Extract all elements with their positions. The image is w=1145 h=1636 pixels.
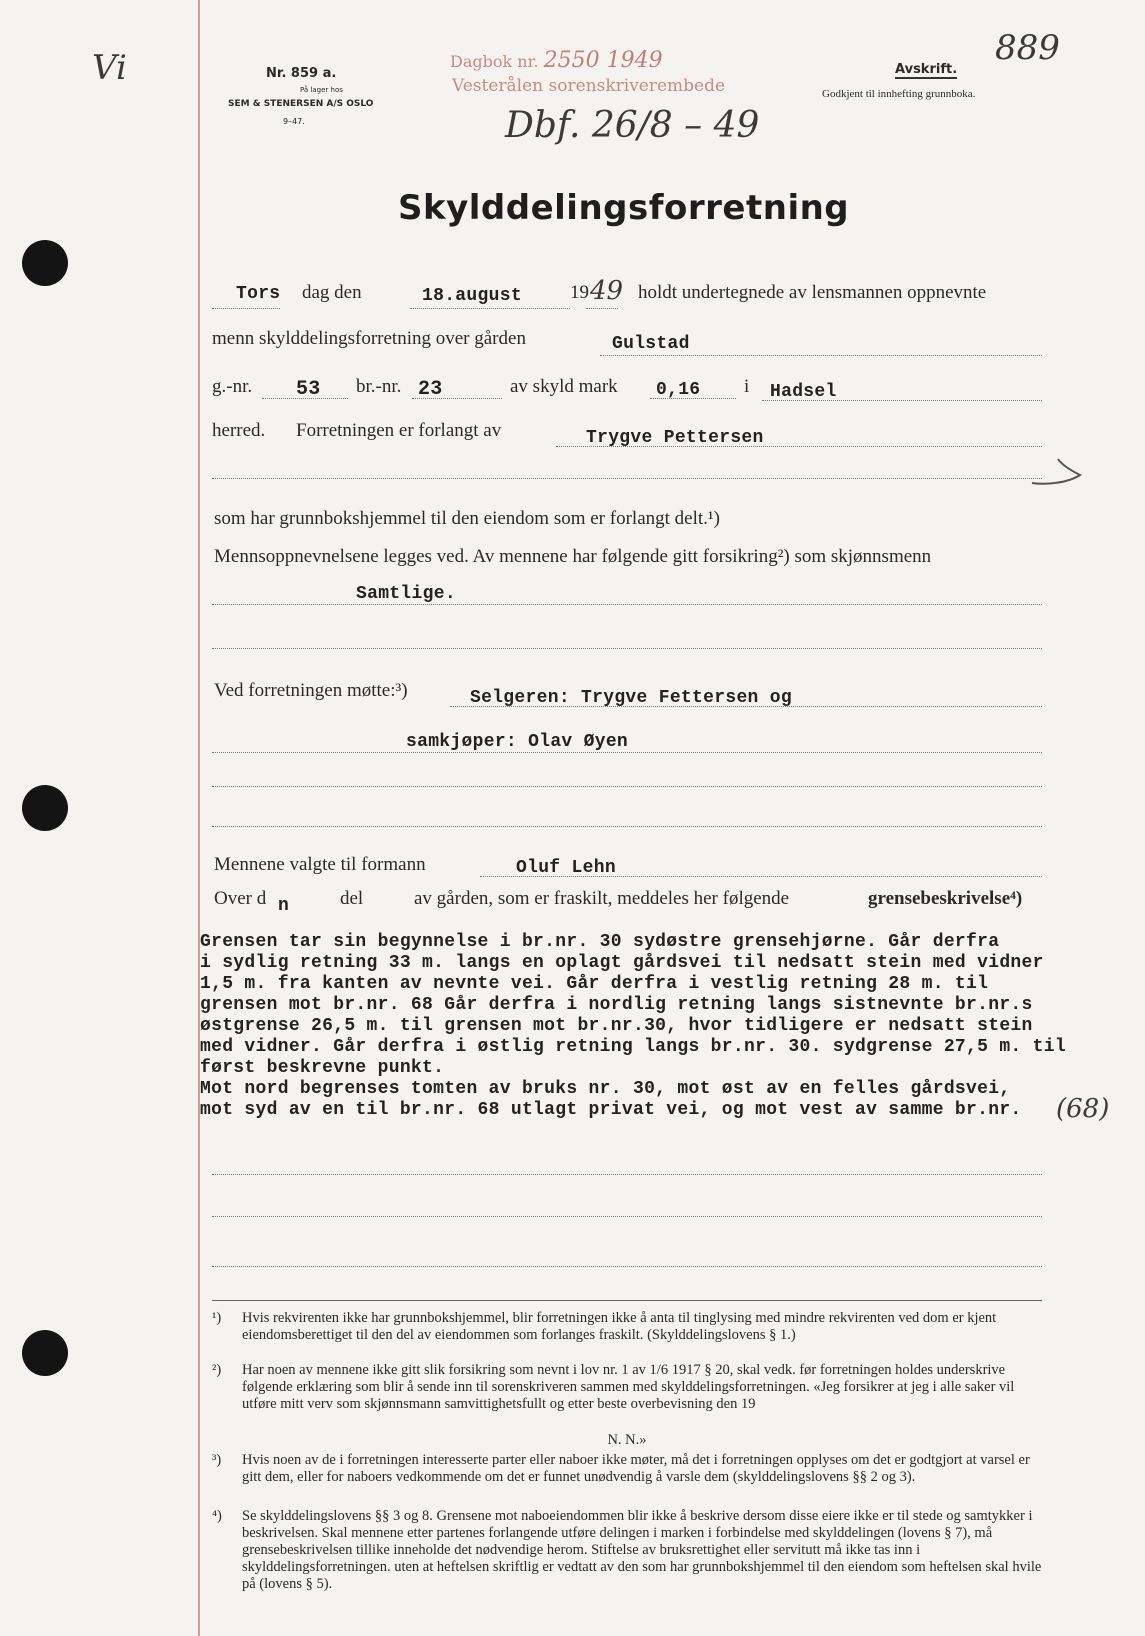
journal-stamp [450, 48, 663, 73]
punch-hole [22, 240, 68, 286]
footnote-text: Hvis rekvirenten ikke har grunnbokshjemmel, blir forretningen ikke å anta til tinglysing med mindre rekvirenten ved dom er kjent eiendomsberettiget til den del av eiendommen som forlanges fraskilt. (Skylddelingslovens § 1.) [242, 1310, 997, 1343]
label-grunnbok: som har grunnbokshjemmel til den eiendom som er forlangt delt.¹) [214, 508, 720, 529]
label-motte: Ved forretningen møtte:³) [214, 680, 408, 701]
footnote [212, 1432, 1042, 1449]
requester-value: Trygve Pettersen [586, 428, 764, 448]
margin-note: (68) [1056, 1094, 1110, 1124]
label-fraskilt: av gården, som er fraskilt, meddeles her følgende [414, 888, 790, 909]
label-menns: Mennsoppnevnelsene legges ved. Av mennene har følgende gitt forsikring²) som skjønnsmenn [214, 546, 932, 567]
publisher-small: På lager hos [300, 86, 343, 94]
document-title: Skylddelingsforretning [398, 188, 850, 228]
description-line: først beskrevne punkt. [200, 1058, 445, 1078]
avskrift-note: Godkjent til innhefting grunnboka. [822, 88, 976, 100]
footnote [212, 1310, 1042, 1344]
label-formann: Mennene valgte til formann [214, 854, 426, 875]
label-brnr: br.-nr. [356, 376, 402, 397]
description-line: 1,5 m. fra kanten av nevnte vei. Går derfra i vestlig retning 28 m. til [200, 974, 989, 994]
label-skyld: av skyld mark [510, 376, 618, 397]
punch-hole [22, 1330, 68, 1376]
label-holdt: holdt undertegnede av lensmannen oppnevnte [638, 282, 987, 303]
footnote [212, 1362, 1042, 1413]
stamp-value: 2550 1949 [543, 48, 663, 73]
description-line: Grensen tar sin begynnelse i br.nr. 30 sydøstre grensehjørne. Går derfra [200, 932, 1000, 952]
footnote-mark: ¹) [212, 1310, 222, 1326]
year-value: 49 [590, 276, 624, 306]
label-forlangt: Forretningen er forlangt av [296, 420, 502, 441]
page-number: 889 [995, 28, 1060, 68]
footnote-mark: ³) [212, 1452, 222, 1468]
footnote [212, 1508, 1042, 1593]
punch-hole [22, 785, 68, 831]
label-dag-den: dag den [302, 282, 362, 303]
description-line: østgrense 26,5 m. til grensen mot br.nr.30, hvor tidligere er nedsatt stein [200, 1016, 1033, 1036]
motte-line2: samkjøper: Olav Øyen [406, 732, 629, 752]
samtlige-value: Samtlige. [356, 584, 456, 604]
label-grense: grensebeskrivelse⁴) [868, 888, 1023, 909]
corner-scribble: Vi [92, 48, 127, 88]
over-value: n [278, 896, 290, 916]
date-value: 18.august [422, 286, 522, 306]
pen-scribble [1028, 455, 1086, 489]
formann-value: Oluf Lehn [516, 858, 616, 878]
label-herred: herred. [212, 420, 266, 441]
description-line: i sydlig retning 33 m. langs en oplagt gårdsvei til nedsatt stein med vidner [200, 953, 1044, 973]
court-stamp: Vesterålen sorenskriverembede [452, 76, 726, 96]
print-date: 9–47. [283, 117, 305, 126]
description-line: mot syd av en til br.nr. 68 utlagt privat vei, og mot vest av samme br.nr. [200, 1100, 1022, 1120]
footnote-text: Se skylddelingslovens §§ 3 og 8. Grensene mot naboeiendommen blir ikke å beskrive dersom disse eiere ikke er til stede og samtykker i beskrivelsen. Skal mennene etter partenes forlangende utføre delingen i marken i forbindelse med skylddelingen (lovens § 7), må grensebeskrivelsen tillike inneholde det nødvendige herom. Stiftelse av bruksrettighet eller servitutt må ikke tas inn i skylddelingsforretningen. uten at heftelsen skriftlig er vedtatt av den som har grunnbokshjemmel til den eiendom som heftelsen skal hvile på (lovens § 5). [242, 1508, 1042, 1592]
label-del: del [340, 888, 364, 909]
footnote-text: N. N.» [607, 1432, 647, 1448]
label-gnr: g.-nr. [212, 376, 253, 397]
year-prefix: 19 [570, 282, 589, 303]
day-value: Tors [236, 284, 281, 304]
handwritten-date: Dbf. 26/8 – 49 [505, 105, 760, 146]
form-number: Nr. 859 a. [266, 66, 337, 81]
margin-line [198, 0, 200, 1636]
footnote-mark: ⁴) [212, 1508, 222, 1524]
label-i: i [744, 376, 750, 397]
footnote [212, 1452, 1042, 1486]
label-over: Over d [214, 888, 267, 909]
label-menn: menn skylddelingsforretning over gården [212, 328, 526, 349]
description-line: Mot nord begrenses tomten av bruks nr. 30, mot øst av en felles gårdsvei, [200, 1079, 1011, 1099]
footnote-text: Hvis noen av de i forretningen interesserte parter eller naboer ikke møter, må det i forretningen opplyses om det er godtgjort at varsel er gitt dem, eller for naboers vedkommende om det er funnet unødvendig å varsle dem (skylddelingslovens §§ 2 og 3). [242, 1452, 1030, 1485]
motte-line1: Selgeren: Trygve Fettersen og [470, 688, 792, 708]
stamp-label: Dagbok nr. [450, 52, 539, 71]
skyld-value: 0,16 [656, 380, 701, 400]
avskrift-label: Avskrift. [895, 62, 958, 77]
publisher: SEM & STENERSEN A/S OSLO [228, 99, 374, 109]
footnote-text: Har noen av mennene ikke gitt slik forsikring som nevnt i lov nr. 1 av 1/6 1917 § 20, skal vedk. før forretningen holdes underskrive følgende erklæring som blir å sende inn til sorenskriveren sammen med skylddelingsforretningen. «Jeg forsikrer at jeg i alle saker vil utføre mitt verv som skjønnsmann samvittighetsfullt og etter beste overbevisning den 19 [242, 1362, 1015, 1412]
description-line: grensen mot br.nr. 68 Går derfra i nordlig retning langs sistnevnte br.nr.s [200, 995, 1033, 1015]
farm-value: Gulstad [612, 334, 690, 354]
footnote-divider [212, 1300, 1042, 1301]
brnr-value: 23 [418, 378, 443, 401]
description-line: med vidner. Går derfra i østlig retning langs br.nr. 30. sydgrense 27,5 m. til [200, 1037, 1066, 1057]
footnote-mark: ²) [212, 1362, 222, 1378]
herred-value: Hadsel [770, 382, 837, 402]
gnr-value: 53 [296, 378, 321, 401]
